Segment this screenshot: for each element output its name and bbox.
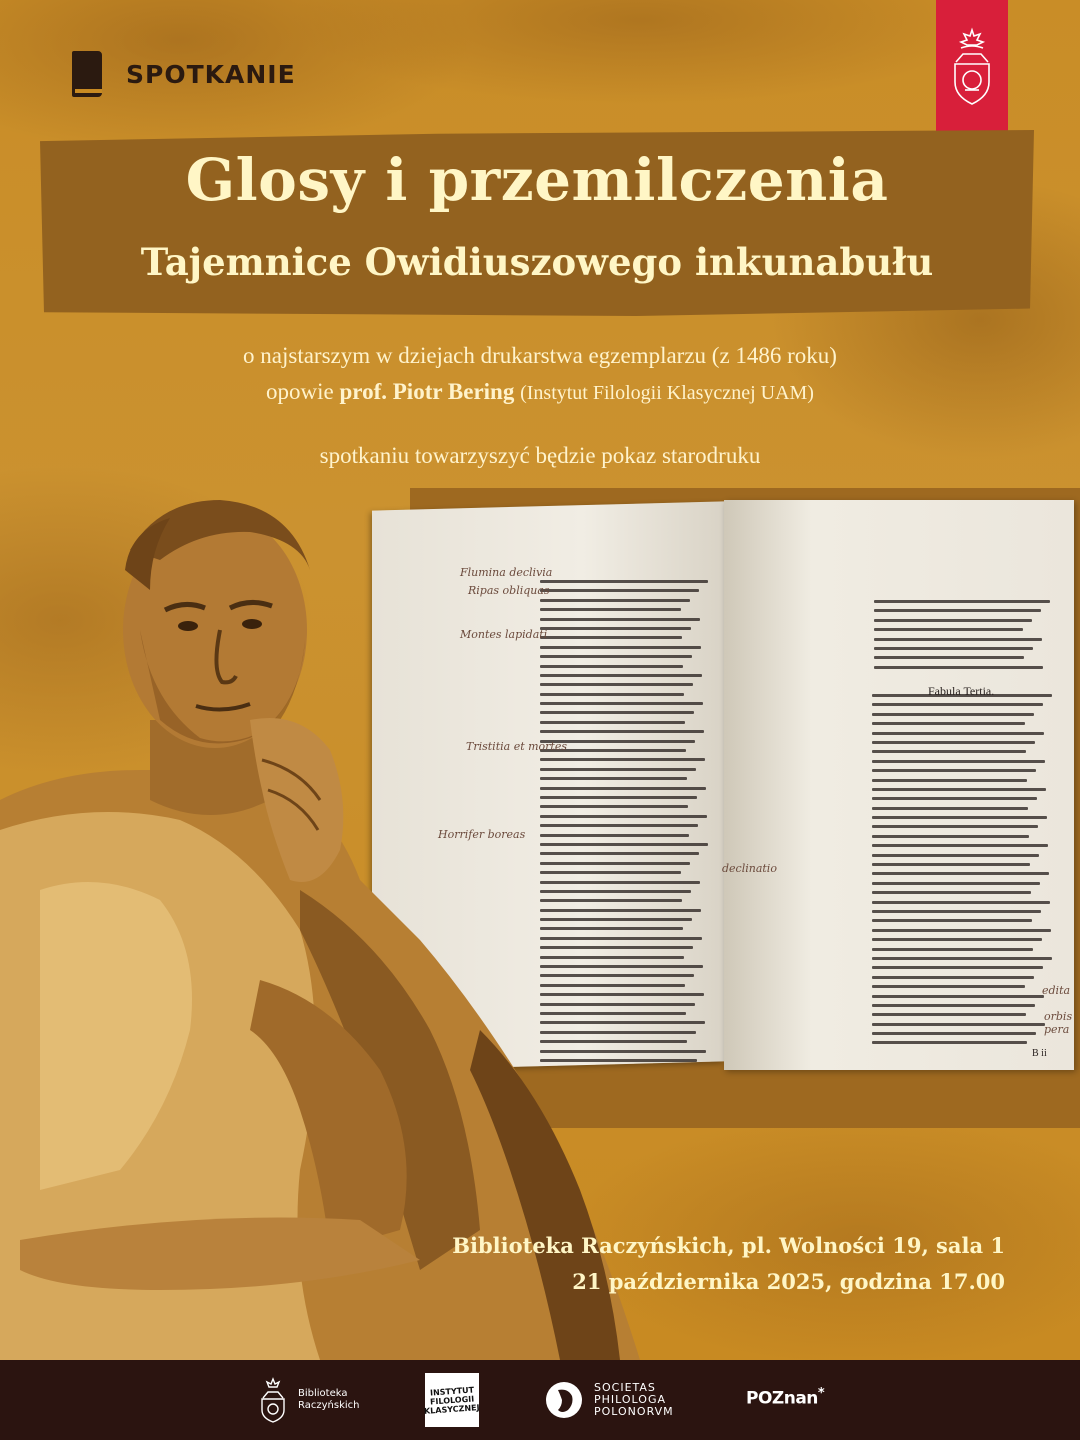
- text-line: [872, 788, 1046, 791]
- text-line: [872, 769, 1036, 772]
- crest-badge: [936, 0, 1008, 131]
- text-line: [872, 872, 1049, 875]
- text-line: [872, 1004, 1035, 1007]
- text-line: [872, 882, 1040, 885]
- description-line-3: spotkaniu towarzyszyć będzie pokaz starodruku: [319, 443, 761, 468]
- logo-societas-philologa-polonorum[interactable]: [544, 1380, 674, 1420]
- gloss-note: Tristitia et mortes: [466, 740, 568, 753]
- crest-logo-icon: [258, 1376, 288, 1424]
- text-line: [874, 647, 1033, 650]
- logo2-line1: INSTYTUT: [429, 1384, 475, 1398]
- text-line: [872, 995, 1044, 998]
- book-icon: [72, 51, 106, 97]
- text-line: [872, 919, 1032, 922]
- event-date-time: 21 października 2025, godzina 17.00: [572, 1269, 1005, 1294]
- logo-poznan[interactable]: [746, 1386, 824, 1409]
- category-tag: [72, 50, 296, 98]
- category-label: SPOTKANIE: [126, 59, 296, 89]
- text-line: [872, 835, 1029, 838]
- text-line: [872, 891, 1031, 894]
- text-line: [872, 1041, 1027, 1044]
- text-column-right-2: [872, 694, 1052, 1051]
- gloss-note: Flumina declivia: [460, 566, 553, 579]
- gloss-note: Montes lapidati: [460, 628, 548, 641]
- text-line: [874, 638, 1042, 641]
- event-info: [452, 1228, 1005, 1300]
- logo4-text: [746, 1386, 824, 1409]
- description-line-1: o najstarszym w dziejach drukarstwa egzemplarzu (z 1486 roku): [243, 343, 837, 368]
- logo1-line1: Biblioteka: [298, 1388, 348, 1399]
- logo4-word: POZnan: [746, 1388, 818, 1409]
- crest-icon: [947, 24, 997, 108]
- logo3-line2: PHILOLOGA: [594, 1393, 666, 1406]
- speaker-name: prof. Piotr Bering: [339, 379, 515, 404]
- gloss-note: Horrifer boreas: [438, 828, 526, 841]
- text-line: [872, 910, 1041, 913]
- gloss-note: orbis pera: [1044, 1010, 1073, 1036]
- logo2-line2: FILOLOGII: [429, 1393, 475, 1407]
- text-line: [874, 628, 1023, 631]
- logo4-mark: *: [817, 1386, 825, 1401]
- text-line: [872, 844, 1048, 847]
- text-column-right: [874, 600, 1050, 675]
- description-prefix: opowie: [266, 379, 340, 404]
- text-line: [872, 750, 1026, 753]
- text-line: [872, 863, 1030, 866]
- text-line: [872, 929, 1051, 932]
- text-line: [872, 1032, 1036, 1035]
- logo-instytut-filologii-klasycznej[interactable]: [425, 1373, 479, 1427]
- logo2-line3: KLASYCZNEJ: [423, 1402, 481, 1416]
- logo3-line1: SOCIETAS: [594, 1381, 656, 1394]
- text-line: [872, 825, 1038, 828]
- text-line: [872, 957, 1052, 960]
- text-line: [872, 797, 1037, 800]
- text-line: [872, 816, 1047, 819]
- ovid-portrait: [0, 470, 660, 1360]
- book-heading: Fabula Tertia.: [928, 684, 995, 698]
- text-line: [872, 732, 1044, 735]
- text-line: [872, 722, 1025, 725]
- text-line: [874, 666, 1043, 669]
- gloss-note: Ripas obliquas: [468, 584, 550, 597]
- description-line-2: [60, 376, 1020, 409]
- societas-logo-icon: [544, 1380, 584, 1420]
- logo-biblioteka-raczynskich[interactable]: [258, 1376, 359, 1424]
- poster-title: Glosy i przemilczenia: [185, 146, 889, 214]
- text-line: [872, 976, 1034, 979]
- text-line: [872, 966, 1043, 969]
- text-line: [872, 760, 1045, 763]
- gloss-note: declinatio: [722, 862, 777, 875]
- text-line: [874, 619, 1032, 622]
- footer-bar: [0, 1360, 1080, 1440]
- text-line: [872, 854, 1039, 857]
- text-line: [874, 656, 1024, 659]
- text-line: [872, 807, 1028, 810]
- book-signature: B ii: [1032, 1048, 1047, 1059]
- logo3-line3: POLONORVM: [594, 1405, 674, 1418]
- text-line: [874, 600, 1050, 603]
- text-line: [872, 901, 1050, 904]
- text-line: [874, 609, 1041, 612]
- text-line: [872, 938, 1042, 941]
- venue-address: Biblioteka Raczyńskich, pl. Wolności 19, sala 1: [452, 1233, 1005, 1258]
- text-line: [872, 985, 1025, 988]
- text-line: [872, 741, 1035, 744]
- text-line: [872, 1023, 1045, 1026]
- text-line: [872, 948, 1033, 951]
- poster-subtitle: Tajemnice Owidiuszowego inkunabułu: [140, 240, 934, 284]
- logo1-line2: Raczyńskich: [298, 1400, 360, 1411]
- text-line: [872, 703, 1043, 706]
- speaker-institute: (Instytut Filologii Klasycznej UAM): [520, 382, 814, 404]
- text-line: [872, 1013, 1026, 1016]
- gloss-note: edita: [1042, 984, 1071, 997]
- text-line: [872, 713, 1034, 716]
- text-line: [872, 779, 1027, 782]
